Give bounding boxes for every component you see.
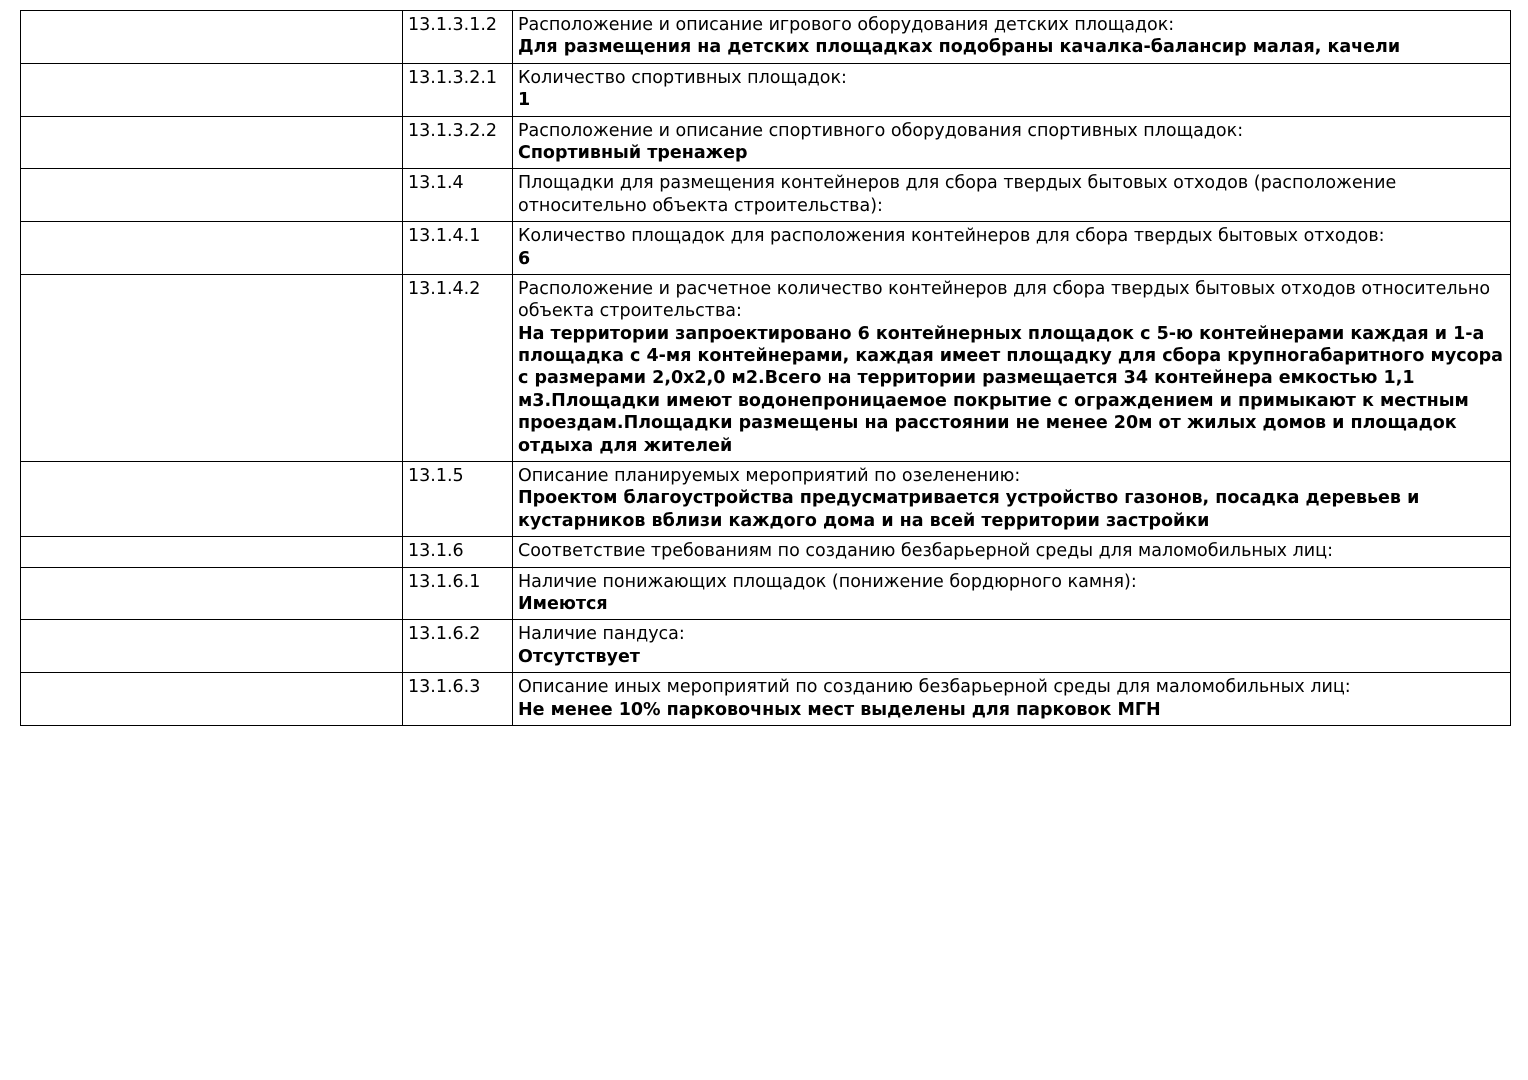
row-value: Не менее 10% парковочных мест выделены для парковок МГН bbox=[518, 699, 1161, 720]
row-label: Соответствие требованиям по созданию безбарьерной среды для маломобильных лиц: bbox=[518, 541, 1333, 562]
row-code: 13.1.4.2 bbox=[403, 274, 513, 461]
row-blank-cell bbox=[21, 462, 403, 537]
row-value: 6 bbox=[518, 248, 531, 269]
row-label: Наличие понижающих площадок (понижение бордюрного камня): bbox=[518, 571, 1137, 592]
table-row bbox=[21, 462, 1511, 537]
row-blank-cell bbox=[21, 116, 403, 169]
table-row bbox=[21, 567, 1511, 620]
table-row bbox=[21, 11, 1511, 64]
row-blank-cell bbox=[21, 222, 403, 275]
row-code: 13.1.6.3 bbox=[403, 673, 513, 726]
row-code: 13.1.6 bbox=[403, 537, 513, 567]
table-row bbox=[21, 673, 1511, 726]
row-code: 13.1.3.1.2 bbox=[403, 11, 513, 64]
table-row bbox=[21, 222, 1511, 275]
row-code: 13.1.3.2.1 bbox=[403, 63, 513, 116]
row-code: 13.1.4 bbox=[403, 169, 513, 222]
table-body bbox=[21, 11, 1511, 726]
row-text bbox=[513, 116, 1511, 169]
row-code: 13.1.4.1 bbox=[403, 222, 513, 275]
row-label: Описание планируемых мероприятий по озеленению: bbox=[518, 466, 1021, 487]
row-text bbox=[513, 567, 1511, 620]
row-blank-cell bbox=[21, 11, 403, 64]
row-code: 13.1.6.2 bbox=[403, 620, 513, 673]
row-label: Расположение и описание игрового оборудования детских площадок: bbox=[518, 15, 1175, 35]
row-blank-cell bbox=[21, 567, 403, 620]
row-code: 13.1.3.2.2 bbox=[403, 116, 513, 169]
row-value: Спортивный тренажер bbox=[518, 142, 748, 163]
row-blank-cell bbox=[21, 537, 403, 567]
requirements-table bbox=[20, 10, 1511, 726]
row-code: 13.1.5 bbox=[403, 462, 513, 537]
row-text bbox=[513, 274, 1511, 461]
row-blank-cell bbox=[21, 620, 403, 673]
row-blank-cell bbox=[21, 274, 403, 461]
row-value: Проектом благоустройства предусматривается устройство газонов, посадка деревьев и кустарников вблизи каждого дома и на всей территории застройки bbox=[518, 488, 1420, 531]
row-code: 13.1.6.1 bbox=[403, 567, 513, 620]
row-label: Наличие пандуса: bbox=[518, 624, 685, 645]
row-text bbox=[513, 11, 1511, 64]
row-label: Расположение и расчетное количество контейнеров для сбора твердых бытовых отходов относительно объекта строительства: bbox=[518, 278, 1491, 322]
table-row bbox=[21, 620, 1511, 673]
row-blank-cell bbox=[21, 169, 403, 222]
table-row bbox=[21, 274, 1511, 461]
row-label: Расположение и описание спортивного оборудования спортивных площадок: bbox=[518, 120, 1244, 141]
row-value: На территории запроектировано 6 контейнерных площадок с 5-ю контейнерами каждая и 1-а площадка с 4-мя контейнерами, каждая имеет площадку для сбора крупногабаритного мусора с размерами 2,0х2,0 м2.Всего на территории размещается 34 контейнера емкостью 1,1 м3.Площадки имеют водонепроницаемое покрытие с ограждением и примыкают к местным проездам.Площадки размещены на расстоянии не менее 20м от жилых домов и площадок отдыха для жителей bbox=[518, 323, 1503, 456]
row-text bbox=[513, 620, 1511, 673]
row-value: Для размещения на детских площадках подобраны качалка-балансир малая, качели bbox=[518, 37, 1401, 58]
row-label: Площадки для размещения контейнеров для сбора твердых бытовых отходов (расположение относительно объекта строительства): bbox=[518, 173, 1397, 216]
row-text bbox=[513, 169, 1511, 222]
row-label: Количество спортивных площадок: bbox=[518, 67, 847, 88]
row-text bbox=[513, 537, 1511, 567]
row-text bbox=[513, 462, 1511, 537]
table-row bbox=[21, 63, 1511, 116]
row-text bbox=[513, 63, 1511, 116]
row-text bbox=[513, 673, 1511, 726]
table-row bbox=[21, 537, 1511, 567]
table-row bbox=[21, 169, 1511, 222]
row-value: 1 bbox=[518, 90, 531, 111]
row-blank-cell bbox=[21, 63, 403, 116]
row-label: Количество площадок для расположения контейнеров для сбора твердых бытовых отходов: bbox=[518, 226, 1385, 247]
row-value: Отсутствует bbox=[518, 646, 640, 667]
row-label: Описание иных мероприятий по созданию безбарьерной среды для маломобильных лиц: bbox=[518, 677, 1351, 698]
table-row bbox=[21, 116, 1511, 169]
row-blank-cell bbox=[21, 673, 403, 726]
row-value: Имеются bbox=[518, 593, 608, 614]
row-text bbox=[513, 222, 1511, 275]
